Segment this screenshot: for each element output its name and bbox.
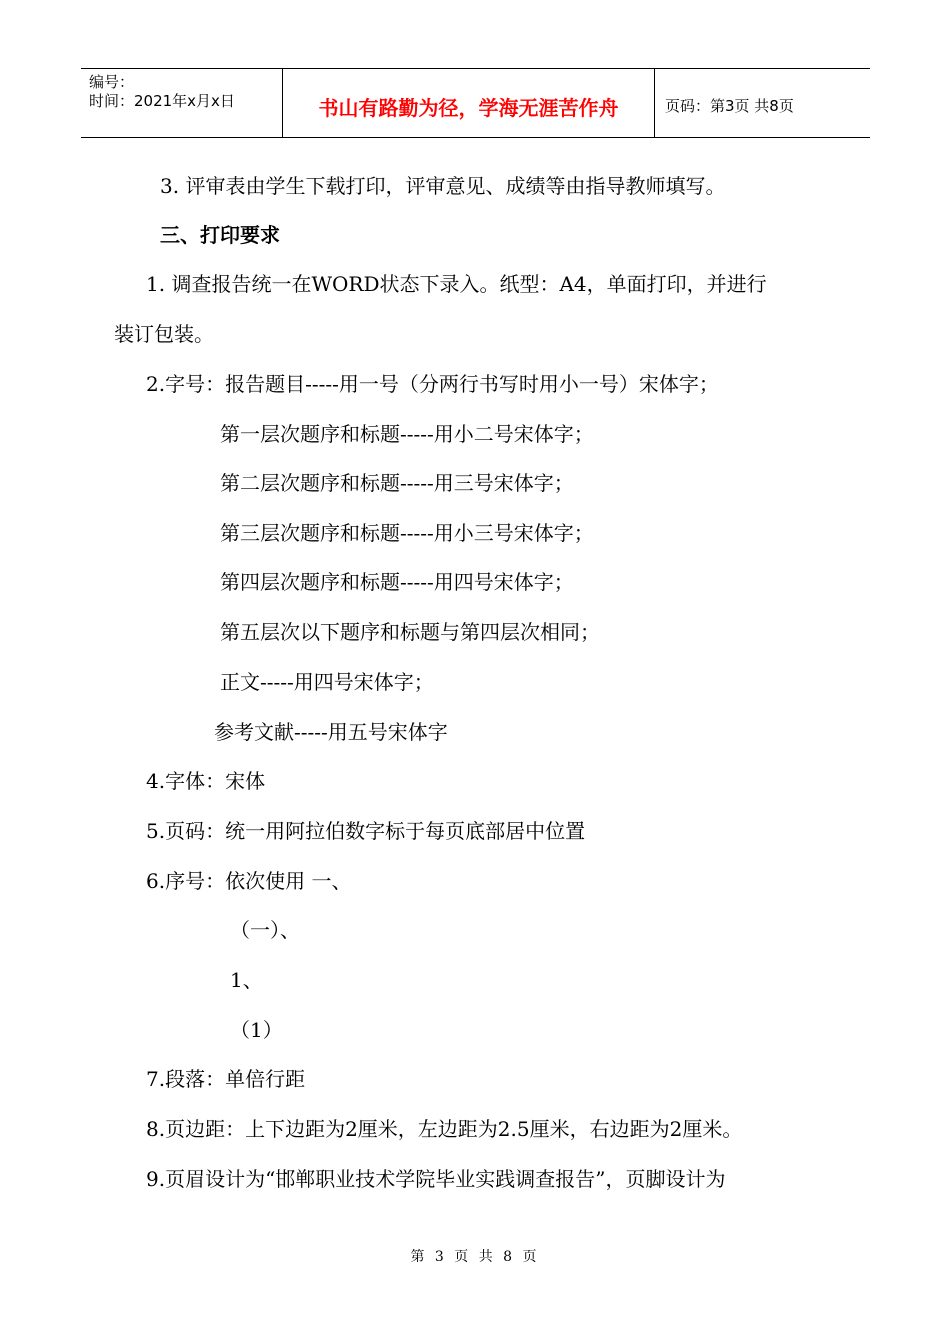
header-page-info: 页码：第3页 共8页 [665, 96, 794, 115]
margin-rule: 8.页边距：上下边距为2厘米，左边距为2.5厘米，右边距为2厘米。 [146, 1117, 743, 1141]
font-size-level3: 第三层次题序和标题-----用小三号宋体字； [220, 521, 594, 545]
numbering-level4: （1） [230, 1018, 283, 1042]
paragraph-word-entry: 1. 调查报告统一在WORD状态下录入。纸型：A4，单面打印，并进行 [146, 272, 767, 296]
font-size-title: 2.字号：报告题目-----用一号（分两行书写时用小一号）宋体字； [146, 372, 719, 396]
section-heading-print-requirements: 三、打印要求 [160, 223, 280, 247]
paragraph-spacing-rule: 7.段落：单倍行距 [146, 1067, 306, 1091]
page-number-rule: 5.页码：统一用阿拉伯数字标于每页底部居中位置 [146, 819, 586, 843]
page-footer: 第 3 页 共 8 页 [410, 1249, 540, 1265]
font-size-level4: 第四层次题序和标题-----用四号宋体字； [220, 570, 574, 594]
paragraph-word-entry-cont: 装订包装。 [114, 322, 214, 346]
font-size-level1: 第一层次题序和标题-----用小二号宋体字； [220, 422, 594, 446]
header-time-label: 时间：2021年x月x日 [89, 92, 235, 110]
numbering-rule: 6.序号：依次使用 一、 [146, 869, 352, 893]
numbering-level2: （一）、 [230, 918, 300, 942]
page-header [81, 68, 870, 138]
font-size-level5: 第五层次以下题序和标题与第四层次相同； [220, 620, 600, 644]
font-size-references: 参考文献-----用五号宋体字 [214, 720, 448, 744]
font-size-level2: 第二层次题序和标题-----用三号宋体字； [220, 471, 574, 495]
header-meta [81, 69, 282, 137]
header-motto: 书山有路勤为径，学海无涯苦作舟 [282, 69, 655, 137]
font-family-rule: 4.字体：宋体 [146, 769, 266, 793]
review-form-note: 3. 评审表由学生下载打印，评审意见、成绩等由指导教师填写。 [160, 174, 726, 198]
header-number-label: 编号： [89, 73, 135, 91]
header-footer-rule: 9.页眉设计为“邯郸职业技术学院毕业实践调查报告”，页脚设计为 [146, 1167, 726, 1191]
font-size-body: 正文-----用四号宋体字； [220, 670, 434, 694]
numbering-level3: 1、 [230, 968, 263, 992]
